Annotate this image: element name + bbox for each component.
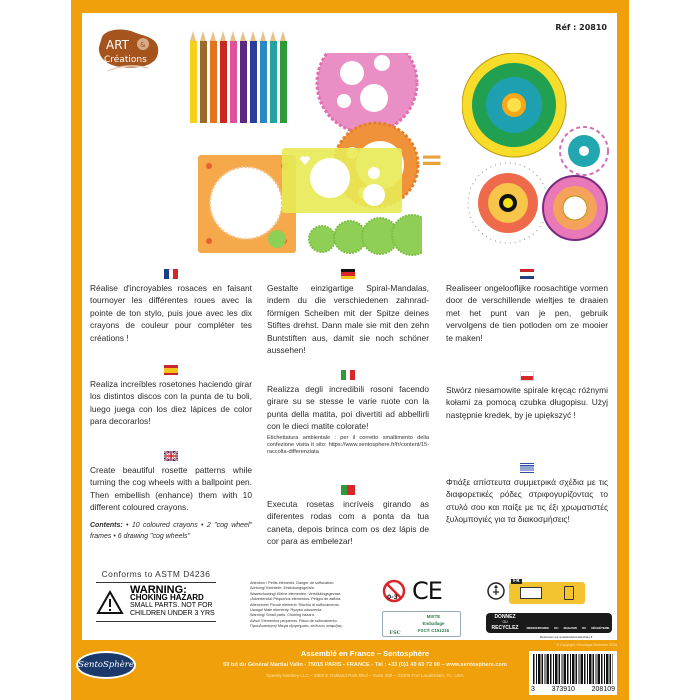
svg-text:ART: ART (106, 38, 130, 52)
svg-text:0-3: 0-3 (387, 594, 398, 601)
description-es: Realiza increíbles rosetones haciendo girar los distintos discos con la punta de tu boli, luego juega con los diez lápices de color para decorarlos! (90, 365, 252, 428)
no-under-3-icon (382, 579, 406, 603)
description-nl: Realiseer ongelooflijke roosachtige vormen door de verschillende wieltjes te draaien met het punt van je pen, gebruik vervolgens de tien potloden om ze mooier te maken! (446, 269, 608, 344)
flag-es-icon (164, 365, 178, 375)
footer-assembled: Assemblé en France – Sentosphère (300, 649, 430, 658)
flag-fr-icon (164, 269, 178, 279)
warning-triangle-icon (96, 590, 124, 615)
ce-mark: CE (412, 577, 442, 605)
product-box-back (71, 0, 629, 700)
footer (71, 640, 629, 700)
pink-cog-wheel-icon (317, 53, 417, 133)
barcode: 3 373910 208109 (529, 651, 617, 695)
fsc-badge: FSC MIXTE Emballage FSC® C151216 (382, 611, 461, 637)
contents-list: Contents: • 10 coloured crayons • 2 "cog wheel" frames • 6 drawing "cog wheels" (90, 521, 252, 540)
flag-pl-icon (520, 371, 534, 381)
triman-recycling-logo: FR (487, 582, 587, 604)
triman-icon (487, 582, 505, 600)
green-yellow-rosette-icon (462, 53, 566, 157)
description-pt: Executa rosetas incríveis girando as diferentes rodas com a ponta da tua caneta, depois brinca com os dez lápis de cor para as embelezar! (267, 485, 429, 548)
flag-nl-icon (520, 269, 534, 279)
equals-sign: = (420, 143, 444, 176)
flag-gr-icon (520, 463, 534, 473)
description-en: Create beautiful rosette patterns while turning the cog wheels with a ballpoint pen. Then embellish (enhance) them with 10 different coloured crayons. Contents: • 10 coloured crayons • 2 "cog wheel" frames • 6 drawing "cog wheels" (90, 451, 252, 542)
waste-info-link: Retrouvez sur quefairedemesdechets.fr (540, 635, 593, 639)
red-yellow-rosette-icon (468, 163, 548, 243)
flag-pt-icon (341, 485, 355, 495)
description-it: Realizza degli incredibili rosoni facendo girare su se stesse le varie ruote con la punta della matita, poi divertiti ad abbellirli con le dieci matite colorate! Etichettatura ambientale : per il corretto smaltimento della confezione visita it sito: https://www.sentosphere.fr/fr/content/15-raccolta-differenziata (267, 370, 429, 457)
footer-address: 59 bd du Général Martial Valin - 75015 PARIS - FRANCE - Tél : +33 (0)1 40 60 72 90 – www.sentosphere.com (223, 662, 507, 668)
svg-text:&: & (140, 41, 146, 49)
copyright-note: © Copyright Véronique Debroise 2014 (556, 643, 617, 647)
spirograph-tools-illustration (112, 53, 422, 263)
sentosphere-logo: SentoSphère (76, 651, 136, 679)
svg-text:Créations: Créations (104, 55, 147, 65)
flag-uk-icon (164, 451, 178, 461)
barcode-bars (533, 654, 613, 684)
donnez-recyclez-banner: DONNEZ OU RECYCLEZ RESSOURCERIE OU MAGASIN OU DÉCHÈTERIE (486, 613, 612, 633)
footer-us-address: Speedy Monkey LLC – 2900 E Oakland Park Blvd – Suite 300 – 33306 Fort Lauderdale, FL, USA (266, 673, 464, 678)
rosette-examples (462, 53, 612, 253)
white-content-area (82, 13, 617, 640)
astm-warning-block: Conforms to ASTM D4236 WARNING: CHOKING HAZARD SMALL PARTS. NOT FOR CHILDREN UNDER 3 YRS (96, 569, 216, 622)
description-de: Gestalte einzigartige Spiral-Mandalas, indem du die verschiedenen zahnrad-förmigen Scheiben mit der Spitze deines Stiftes drehst. Dann male sie mit den zehn Buntstiften aus, damit sie noch schöner aussehen! (267, 269, 429, 356)
description-el: Φτιάξε απίστευτα συμμετρικά σχέδια με τις διαφορετικές ρόδες στριφογυρίζοντας το στυλό σου και παίξε με τις έξι χρωματιστές ξυλομπογιές για τα διακοσμήσεις! (446, 463, 608, 526)
description-fr: Réalise d'incroyables rosaces en faisant tournoyer les différentes roues avec la pointe de ton stylo, puis joue avec les dix crayons de couleur pour compléter tes créations ! (90, 269, 252, 344)
packaging-icon (520, 587, 542, 599)
flag-it-icon (341, 370, 355, 380)
reference-number: Réf : 20810 (555, 23, 607, 32)
description-pl: Stwórz niesamowite spirale kręcąc różnymi kołami za pomocą czubka długopisu. Użyj następnie kredek, by je upiększyć ! (446, 371, 608, 421)
multilingual-warning: Attention ! Petits éléments. Danger de suffocation. Achtung! Kleinteile. Erstickungsgefahr. Waarschuwing! Kleine elementen. Verstikkingsgevaar. ¡Advertencia! Pequeños elementos. Peligro de asfixia. Attenzione! Piccoli elementi. Rischio di soffocamento. Uwaga! Małe elementy. Ryzyko uduszenia. Warning! Small parts. Choking hazard. Aviso! Elementos pequenos. Risco de sufocamento. Προειδοποίηση! Μικρά εξαρτήματα, κίνδυνος ασφυξίας. (250, 581, 343, 629)
purple-pink-rosette-icon (543, 176, 607, 240)
recycle-bin-icon (564, 586, 574, 600)
flag-de-icon (341, 269, 355, 279)
pink-teal-rosette-icon (560, 127, 608, 175)
yellow-stencil-frame-icon (282, 148, 402, 213)
